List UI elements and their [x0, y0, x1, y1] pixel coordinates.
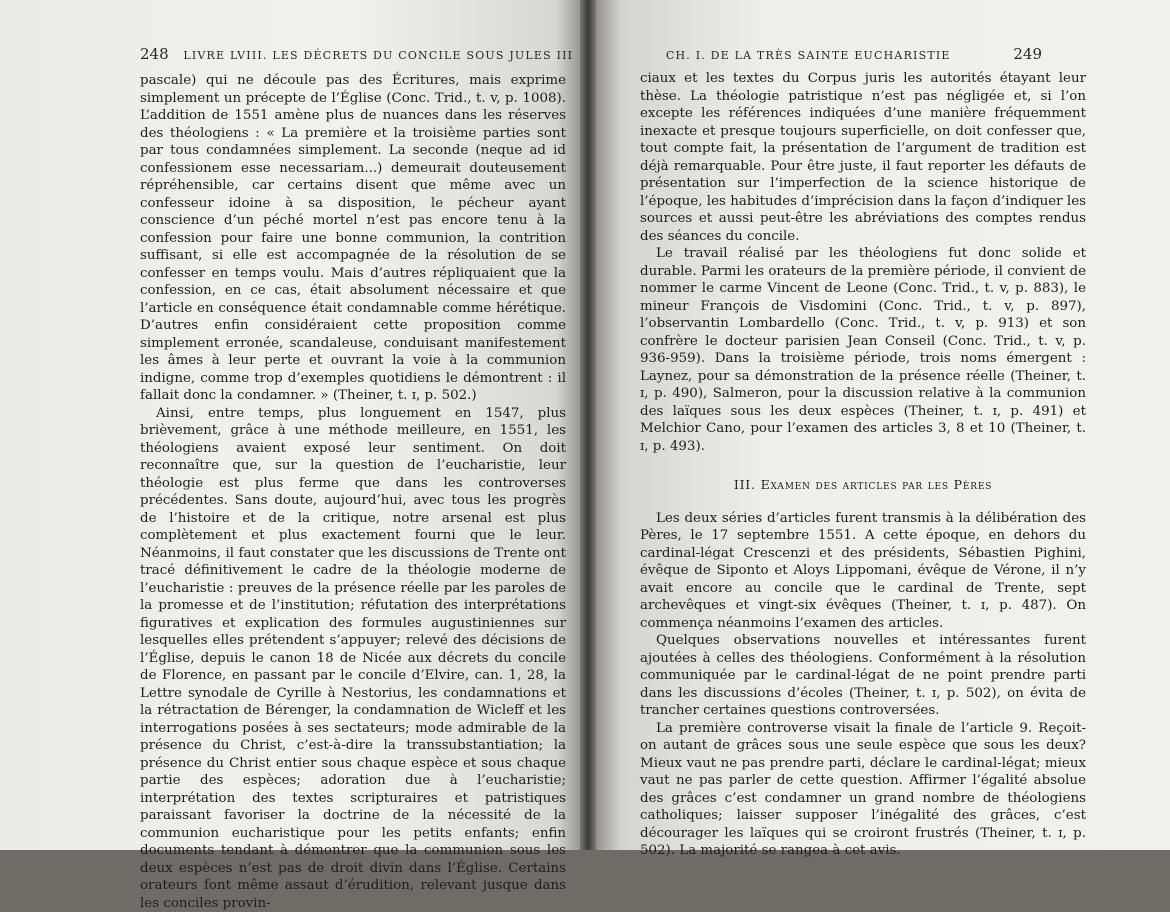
right-paragraph-4: Quelques observations nouvelles et intéressantes furent ajoutées à celles des théologiens. Conformément à la résolution communiquée par le cardinal-légat de ne point prendre parti dans les discussions d’écoles (Theiner, t. ɪ, p. 502), on évita de trancher certaines questions controversées. — [640, 632, 1086, 720]
right-page — [592, 0, 1170, 850]
right-paragraph-2: Le travail réalisé par les théologiens fut donc solide et durable. Parmi les orateurs de la première période, il convient de nommer le carme Vincent de Leone (Conc. Trid., t. v, p. 883), le mineur François de Visdomini (Conc. Trid., t. v, p. 897), l’observantin Lombardello (Conc. Trid., t. v, p. 913) et son confrère le docteur parisien Jean Conseil (Conc. Trid., t. v, p. 936-959). Dans la troisième période, trois noms émergent : Laynez, pour sa démonstration de la présence réelle (Theiner, t. ɪ, p. 490), Salmeron, pour la discussion relative à la communion des laïques sous les deux espèces (Theiner, t. ɪ, p. 491) et Melchior Cano, pour l’examen des articles 3, 8 et 10 (Theiner, t. ɪ, p. 493). — [640, 245, 1086, 455]
right-paragraph-1: ciaux et les textes du Corpus juris les autorités étayant leur thèse. La théologie patristique n’est pas négligée et, si l’on excepte les références indiquées d’une manière fréquemment inexacte et presque toujours superficielle, on doit confesser que, tout compte fait, la présentation de l’argument de tradition est déjà remarquable. Pour être juste, il faut reporter les défauts de présentation sur l’imperfection de la science historique de l’époque, les habitudes d’imprécision dans la façon d’indiquer les sources et aussi peut-être les abréviations des comptes rendus des séances du concile. — [640, 70, 1086, 245]
left-running-header — [140, 45, 573, 65]
section-heading: III. Examen des articles par les Pères — [640, 476, 1086, 494]
book-gutter — [580, 0, 596, 850]
right-paragraph-5: La première controverse visait la finale de l’article 9. Reçoit-on autant de grâces sous une seule espèce que sous les deux? Mieux vaut ne pas prendre parti, déclare le cardinal-légat; mieux vaut ne pas parler de cette question. Affirmer l’égalité absolue des grâces c’est condamner un grand nombre de théologiens catholiques; laisser supposer l’inégalité des grâces, c’est décourager les laïques qui se croiront frustrés (Theiner, t. ɪ, p. 502). La majorité se rangea à cet avis. — [640, 720, 1086, 860]
right-running-header — [666, 45, 1042, 65]
right-page-number: 249 — [1013, 45, 1042, 63]
left-paragraph-1: pascale) qui ne découle pas des Écritures, mais exprime simplement un précepte de l’Église (Conc. Trid., t. v, p. 1008). L’addition de 1551 amène plus de nuances dans les réserves des théologiens : « La première et la troisième parties sont par tous condamnées simplement. La seconde (neque ad id confessionem esse necessariam...) demeurait douteusement répréhensible, car certains disent que même avec un confesseur idoine à sa disposition, le pécheur ayant conscience d’un péché mortel n’est pas encore tenu à la confession pour faire une bonne communion, la contrition suffisant, si elle est accompagnée de la résolution de se confesser en temps voulu. Mais d’autres répliquaient que la confession, en ce cas, était absolument nécessaire et que l’article en conséquence était condamnable comme hérétique. D’autres enfin considéraient cette proposition comme simplement erronée, scandaleuse, conduisant manifestement les âmes à leur perte et ouvrant la voie à la communion indigne, comme trop d’exemples quotidiens le démontrent : il fallait donc la condamner. » (Theiner, t. ɪ, p. 502.) — [140, 72, 566, 405]
right-body-text — [640, 70, 1086, 860]
left-page — [0, 0, 585, 850]
right-paragraph-3: Les deux séries d’articles furent transmis à la délibération des Pères, le 17 septembre 1551. A cette époque, en dehors du cardinal-légat Crescenzi et des présidents, Sébastien Pighini, évêque de Siponto et Aloys Lippomani, évêque de Vérone, il n’y avait encore au concile que le cardinal de Trente, sept archevêques et vingt-six évêques (Theiner, t. ɪ, p. 487). On commença néanmoins l’examen des articles. — [640, 510, 1086, 633]
left-body-text — [140, 72, 566, 912]
left-page-number: 248 — [140, 45, 169, 63]
left-paragraph-2: Ainsi, entre temps, plus longuement en 1547, plus brièvement, grâce à une méthode meilleure, en 1551, les théologiens avaient exposé leur sentiment. On doit reconnaître que, sur la question de l’eucharistie, leur théologie est plus ferme que dans les controverses précédentes. Sans doute, aujourd’hui, avec tous les progrès de l’histoire et de la critique, notre arsenal est plus complètement et plus exactement fourni que le leur. Néanmoins, il faut constater que les discussions de Trente ont tracé définitivement le cadre de la théologie moderne de l’eucharistie : preuves de la présence réelle par les paroles de la promesse et de l’institution; réfutation des interprétations figuratives et explication des formules augustiniennes sur lesquelles elles prétendent s’appuyer; relevé des décisions de l’Église, depuis le canon 18 de Nicée aux décrets du concile de Florence, en passant par le concile d’Elvire, can. 1, 28, la Lettre synodale de Cyrille à Nestorius, les condamnations et la rétractation de Bérenger, la condamnation de Wicleff et les interrogations posées à ses sectateurs; mode admirable de la présence du Christ, c’est-à-dire la transsubstantiation; la présence du Christ entier sous chaque espèce et sous chaque partie des espèces; adoration due à l’eucharistie; interprétation des textes scripturaires et patristiques paraissant favoriser la doctrine de la nécessité de la communion eucharistique pour les petits enfants; enfin documents tendant à démontrer que la communion sous les deux espèces n’est pas de droit divin dans l’Église. Certains orateurs font même assaut d’érudition, relevant jusque dans les conciles provin- — [140, 405, 566, 912]
right-running-head-title: CH. I. DE LA TRÈS SAINTE EUCHARISTIE — [666, 49, 951, 62]
left-running-head-title: LIVRE LVIII. LES DÉCRETS DU CONCILE SOUS JULES III — [183, 49, 573, 62]
